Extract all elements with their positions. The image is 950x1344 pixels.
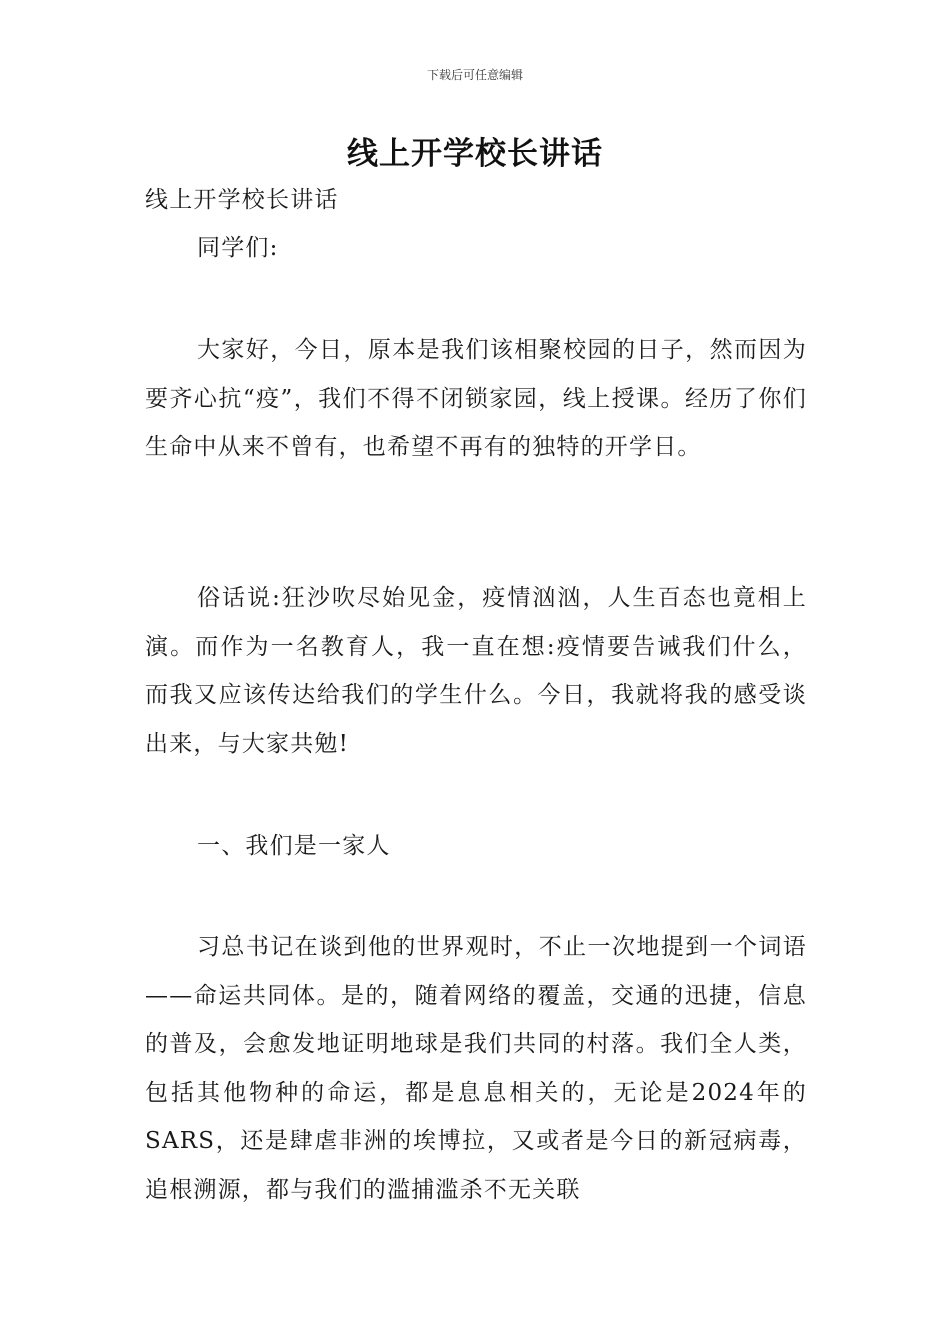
- greeting: 同学们:: [197, 235, 279, 261]
- header-note: 下载后可任意编辑: [426, 68, 523, 82]
- paragraph-2: 俗话说:狂沙吹尽始见金，疫情汹汹，人生百态也竟相上演。而作为一名教育人，我一直在想:疫情要告诫我们什么，而我又应该传达给我们的学生什么。今日，我就将我的感受谈出来，与大家共勉!: [145, 585, 807, 757]
- paragraph-3: 习总书记在谈到他的世界观时，不止一次地提到一个词语——命运共同体。是的，随着网络的覆盖，交通的迅捷，信息的普及，会愈发地证明地球是我们共同的村落。我们全人类，包括其他物种的命运，都是息息相关的，无论是2024年的SARS，还是肆虐非洲的埃博拉，又或者是今日的新冠病毒，追根溯源，都与我们的滥捕滥杀不无关联: [145, 934, 807, 1203]
- paragraph-1: 大家好，今日，原本是我们该相聚校园的日子，然而因为要齐心抗“疫”，我们不得不闭锁家园，线上授课。经历了你们生命中从来不曾有，也希望不再有的独特的开学日。: [145, 337, 807, 460]
- section-heading: 一、我们是一家人: [197, 833, 391, 859]
- document-title: 线上开学校长讲话: [347, 136, 603, 172]
- document-subtitle: 线上开学校长讲话: [145, 187, 339, 213]
